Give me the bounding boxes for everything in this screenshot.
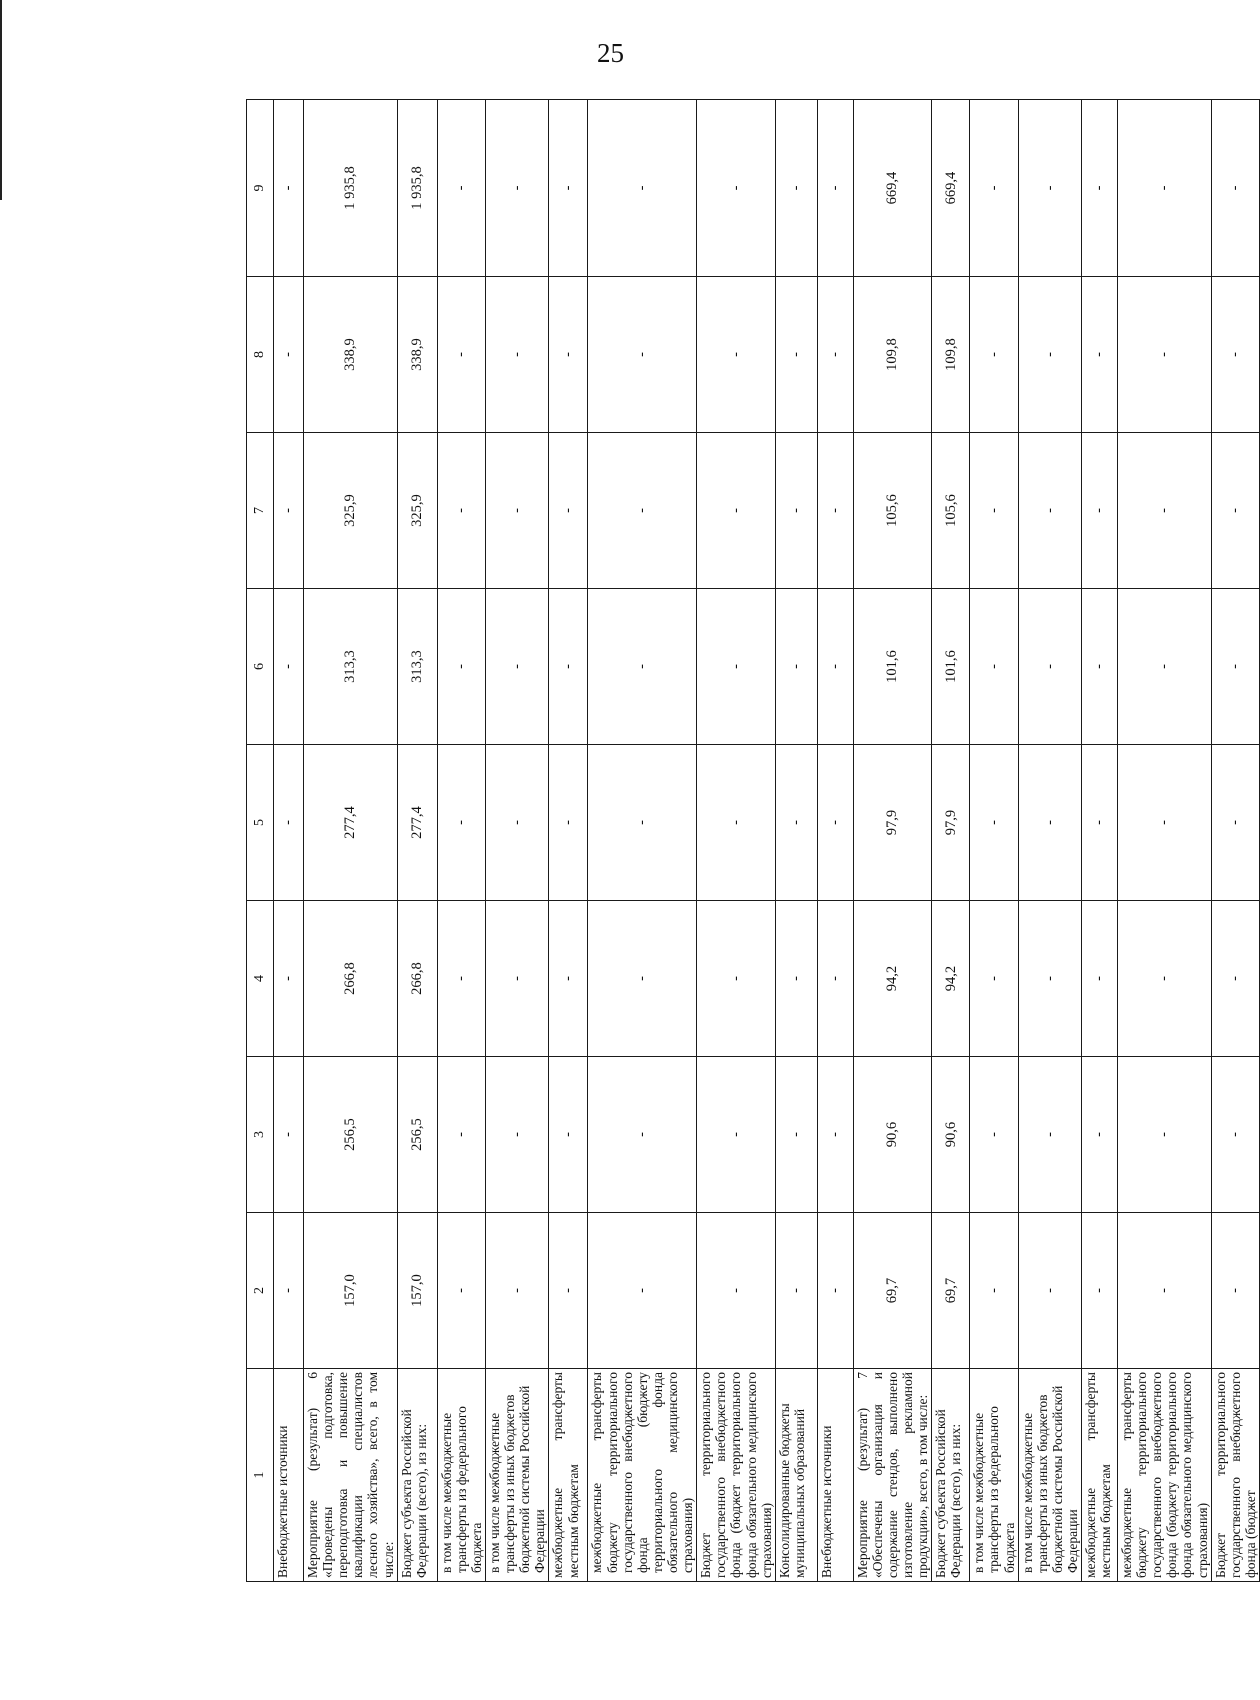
table-row <box>1211 100 1259 1582</box>
cell-value: - <box>1211 1213 1259 1369</box>
row-label: межбюджетные трансферты бюджету территориального государственного внебюджетного фонда (бюджету территориального фонда обязательного медицинского страхования) <box>588 1369 697 1582</box>
cell-value: - <box>1211 1057 1259 1213</box>
cell-value: - <box>485 277 548 433</box>
cell-value: - <box>697 277 776 433</box>
table-row <box>274 100 304 1582</box>
table-container <box>246 100 1258 1582</box>
column-number: 8 <box>247 277 274 433</box>
table-row <box>697 100 776 1582</box>
cell-value: - <box>437 745 485 901</box>
cell-value: - <box>970 589 1018 745</box>
table-row <box>549 100 588 1582</box>
column-number: 2 <box>247 1213 274 1369</box>
cell-value: - <box>1018 589 1081 745</box>
cell-value: 157,0 <box>304 1213 398 1369</box>
cell-value: 669,4 <box>932 100 970 277</box>
cell-value: - <box>274 745 304 901</box>
cell-value: - <box>437 1213 485 1369</box>
cell-value: - <box>970 277 1018 433</box>
cell-value: - <box>274 589 304 745</box>
cell-value: - <box>1082 589 1118 745</box>
cell-value: 313,3 <box>304 589 398 745</box>
cell-value: - <box>588 100 697 277</box>
cell-value: - <box>1018 433 1081 589</box>
cell-value: - <box>970 901 1018 1057</box>
row-label: межбюджетные трансферты местным бюджетам <box>1082 1369 1118 1582</box>
cell-value: - <box>485 901 548 1057</box>
cell-value: - <box>1211 100 1259 277</box>
scan-edge-line <box>0 0 2 200</box>
cell-value: - <box>775 100 817 277</box>
cell-value: - <box>437 100 485 277</box>
cell-value: 338,9 <box>397 277 437 433</box>
cell-value: - <box>1018 100 1081 277</box>
cell-value: - <box>1082 901 1118 1057</box>
row-label: в том числе межбюджетные трансферты из иных бюджетов бюджетной системы Российской Федерации <box>485 1369 548 1582</box>
table-row <box>304 100 398 1582</box>
cell-value: - <box>775 433 817 589</box>
cell-value: - <box>775 1057 817 1213</box>
cell-value: 105,6 <box>853 433 932 589</box>
cell-value: - <box>549 589 588 745</box>
column-number: 6 <box>247 589 274 745</box>
cell-value: - <box>775 589 817 745</box>
row-label: Бюджет территориального государственного внебюджетного фонда (бюджет <box>1211 1369 1259 1582</box>
cell-value: - <box>274 433 304 589</box>
cell-value: - <box>970 745 1018 901</box>
cell-value: 669,4 <box>853 100 932 277</box>
cell-value: 109,8 <box>932 277 970 433</box>
column-number: 5 <box>247 745 274 901</box>
cell-value: 325,9 <box>397 433 437 589</box>
cell-value: - <box>697 100 776 277</box>
cell-value: - <box>775 745 817 901</box>
cell-value: - <box>1018 277 1081 433</box>
cell-value: - <box>697 745 776 901</box>
row-label: Внебюджетные источники <box>817 1369 853 1582</box>
column-number: 9 <box>247 100 274 277</box>
cell-value: 277,4 <box>304 745 398 901</box>
cell-value: 338,9 <box>304 277 398 433</box>
cell-value: - <box>1211 901 1259 1057</box>
cell-value: - <box>1018 1057 1081 1213</box>
cell-value: - <box>274 277 304 433</box>
cell-value: - <box>697 901 776 1057</box>
page-number: 25 <box>597 38 624 68</box>
cell-value: - <box>775 1213 817 1369</box>
cell-value: - <box>1118 277 1212 433</box>
cell-value: - <box>1118 745 1212 901</box>
cell-value: 90,6 <box>932 1057 970 1213</box>
row-label: Бюджет субъекта Российской Федерации (всего), из них: <box>397 1369 437 1582</box>
cell-value: - <box>1082 100 1118 277</box>
cell-value: - <box>437 589 485 745</box>
row-label: Бюджет территориального государственного внебюджетного фонда (бюджет территориального фонда обязательного медицинского страхования) <box>697 1369 776 1582</box>
row-label: Бюджет субъекта Российской Федерации (всего), из них: <box>932 1369 970 1582</box>
cell-value: 69,7 <box>853 1213 932 1369</box>
cell-value: - <box>437 433 485 589</box>
column-number: 7 <box>247 433 274 589</box>
row-label: в том числе межбюджетные трансферты из федерального бюджета <box>970 1369 1018 1582</box>
cell-value: 109,8 <box>853 277 932 433</box>
cell-value: - <box>1211 745 1259 901</box>
table-row <box>1082 100 1118 1582</box>
cell-value: 256,5 <box>304 1057 398 1213</box>
cell-value: - <box>485 1213 548 1369</box>
cell-value: - <box>697 1057 776 1213</box>
cell-value: 266,8 <box>397 901 437 1057</box>
cell-value: - <box>817 745 853 901</box>
cell-value: - <box>274 901 304 1057</box>
cell-value: - <box>1018 1213 1081 1369</box>
cell-value: - <box>817 1057 853 1213</box>
table-row <box>970 100 1018 1582</box>
cell-value: - <box>549 1057 588 1213</box>
cell-value: - <box>1082 433 1118 589</box>
row-label: Внебюджетные источники <box>274 1369 304 1582</box>
cell-value: - <box>775 277 817 433</box>
cell-value: 105,6 <box>932 433 970 589</box>
cell-value: - <box>1082 745 1118 901</box>
cell-value: - <box>588 277 697 433</box>
cell-value: - <box>274 1213 304 1369</box>
table-row <box>932 100 970 1582</box>
cell-value: - <box>817 277 853 433</box>
cell-value: 256,5 <box>397 1057 437 1213</box>
row-label: в том числе межбюджетные трансферты из федерального бюджета <box>437 1369 485 1582</box>
cell-value: - <box>1082 1057 1118 1213</box>
table-row <box>485 100 548 1582</box>
column-number: 4 <box>247 901 274 1057</box>
cell-value: - <box>1211 433 1259 589</box>
cell-value: - <box>817 433 853 589</box>
row-label: межбюджетные трансферты местным бюджетам <box>549 1369 588 1582</box>
cell-value: - <box>274 1057 304 1213</box>
cell-value: - <box>485 100 548 277</box>
cell-value: - <box>817 1213 853 1369</box>
cell-value: - <box>1082 1213 1118 1369</box>
cell-value: - <box>549 433 588 589</box>
cell-value: 325,9 <box>304 433 398 589</box>
table-row <box>588 100 697 1582</box>
row-label: Мероприятие (результат) 7 «Обеспечены организация и содержание стендов, выполнено изготовление рекламной продукции», всего, в том числе: <box>853 1369 932 1582</box>
cell-value: 313,3 <box>397 589 437 745</box>
cell-value: 97,9 <box>853 745 932 901</box>
cell-value: - <box>1018 901 1081 1057</box>
table-row <box>397 100 437 1582</box>
cell-value: 1 935,8 <box>304 100 398 277</box>
cell-value: - <box>549 277 588 433</box>
cell-value: - <box>970 100 1018 277</box>
table-row <box>1118 100 1212 1582</box>
cell-value: - <box>588 433 697 589</box>
cell-value: 94,2 <box>932 901 970 1057</box>
table-row <box>775 100 817 1582</box>
cell-value: - <box>1118 1057 1212 1213</box>
row-label: Консолидированные бюджеты муниципальных образований <box>775 1369 817 1582</box>
cell-value: - <box>1118 100 1212 277</box>
cell-value: - <box>1211 277 1259 433</box>
cell-value: - <box>588 745 697 901</box>
cell-value: 1 935,8 <box>397 100 437 277</box>
row-label: в том числе межбюджетные трансферты из иных бюджетов бюджетной системы Российской Федерации <box>1018 1369 1081 1582</box>
cell-value: - <box>485 589 548 745</box>
cell-value: - <box>697 1213 776 1369</box>
cell-value: - <box>817 589 853 745</box>
table-row <box>437 100 485 1582</box>
cell-value: - <box>588 1213 697 1369</box>
cell-value: - <box>817 901 853 1057</box>
cell-value: 277,4 <box>397 745 437 901</box>
cell-value: - <box>485 745 548 901</box>
cell-value: - <box>1118 589 1212 745</box>
cell-value: - <box>588 589 697 745</box>
cell-value: - <box>697 589 776 745</box>
cell-value: - <box>549 100 588 277</box>
table-row <box>1018 100 1081 1582</box>
table-row <box>817 100 853 1582</box>
cell-value: - <box>697 433 776 589</box>
cell-value: 157,0 <box>397 1213 437 1369</box>
cell-value: - <box>274 100 304 277</box>
cell-value: - <box>970 433 1018 589</box>
cell-value: - <box>588 1057 697 1213</box>
cell-value: - <box>1118 433 1212 589</box>
cell-value: 101,6 <box>932 589 970 745</box>
cell-value: 97,9 <box>932 745 970 901</box>
table-row <box>853 100 932 1582</box>
cell-value: - <box>817 100 853 277</box>
column-number: 3 <box>247 1057 274 1213</box>
row-label: межбюджетные трансферты бюджету территориального государственного внебюджетного фонда (бюджету территориального фонда обязательного медицинского страхования) <box>1118 1369 1212 1582</box>
column-number: 1 <box>247 1369 274 1582</box>
cell-value: - <box>1211 589 1259 745</box>
cell-value: 69,7 <box>932 1213 970 1369</box>
cell-value: - <box>485 1057 548 1213</box>
cell-value: 101,6 <box>853 589 932 745</box>
cell-value: - <box>1018 745 1081 901</box>
cell-value: - <box>549 745 588 901</box>
cell-value: - <box>588 901 697 1057</box>
budget-table <box>246 99 1260 1582</box>
cell-value: 90,6 <box>853 1057 932 1213</box>
column-number-row <box>247 100 274 1582</box>
cell-value: - <box>970 1213 1018 1369</box>
cell-value: - <box>549 901 588 1057</box>
cell-value: - <box>1118 1213 1212 1369</box>
cell-value: - <box>485 433 548 589</box>
cell-value: - <box>437 1057 485 1213</box>
cell-value: - <box>437 901 485 1057</box>
cell-value: - <box>775 901 817 1057</box>
cell-value: - <box>970 1057 1018 1213</box>
cell-value: - <box>549 1213 588 1369</box>
row-label: Мероприятие (результат) 6 «Проведены подготовка, переподготовка и повышение квалификации специалистов лесного хозяйства», всего, в том числе: <box>304 1369 398 1582</box>
cell-value: 94,2 <box>853 901 932 1057</box>
cell-value: - <box>1118 901 1212 1057</box>
cell-value: 266,8 <box>304 901 398 1057</box>
cell-value: - <box>437 277 485 433</box>
cell-value: - <box>1082 277 1118 433</box>
